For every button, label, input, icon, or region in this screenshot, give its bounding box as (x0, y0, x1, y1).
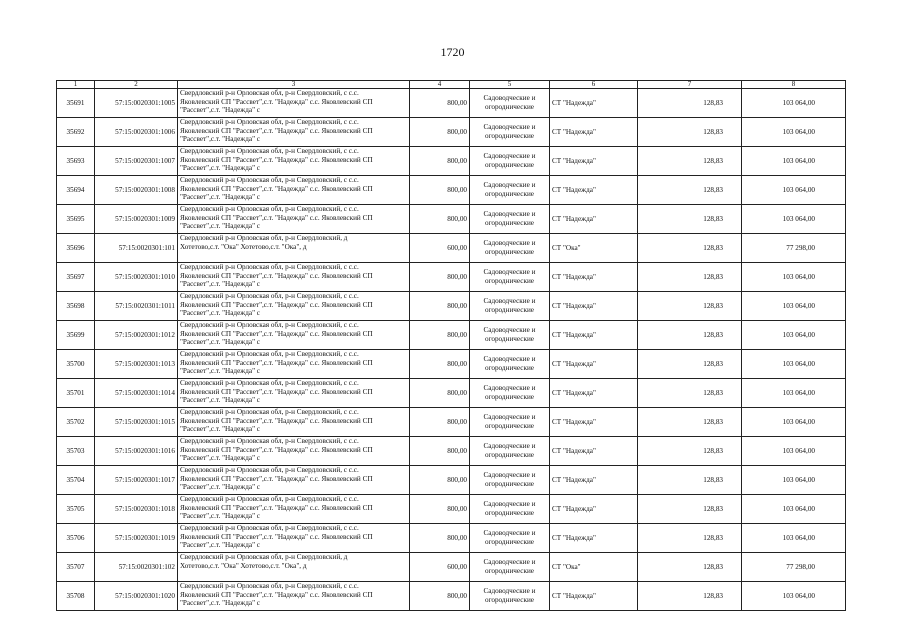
land-use-cell: Садоводческие и огороднические (470, 350, 550, 379)
row-number-cell: 35692 (57, 118, 95, 147)
owner-cell: СТ "Надежда" (550, 379, 638, 408)
row-number-cell: 35704 (57, 466, 95, 495)
cadastral-table (56, 80, 846, 611)
cadastral-value-cell: 103 064,00 (742, 408, 846, 437)
rate-cell: 128,83 (638, 437, 742, 466)
address-line: "Рассвет",с.т. "Надежда" с (180, 541, 260, 550)
owner-cell: СТ "Надежда" (550, 524, 638, 553)
owner-cell: СТ "Надежда" (550, 582, 638, 611)
cadastral-value-cell: 77 298,00 (742, 553, 846, 582)
cadastral-number-cell: 57:15:0020301:1007 (95, 147, 178, 176)
cadastral-number-cell: 57:15:0020301:1005 (95, 89, 178, 118)
area-cell: 800,00 (410, 495, 470, 524)
cadastral-value-cell: 103 064,00 (742, 582, 846, 611)
row-number-cell: 35703 (57, 437, 95, 466)
column-header-7: 7 (638, 81, 742, 89)
table-row (57, 524, 846, 553)
land-use-cell: Садоводческие и огороднические (470, 234, 550, 263)
table-row (57, 553, 846, 582)
rate-cell: 128,83 (638, 205, 742, 234)
table-row (57, 89, 846, 118)
address-line: "Рассвет",с.т. "Надежда" с (180, 338, 260, 347)
cadastral-number-cell: 57:15:0020301:1017 (95, 466, 178, 495)
rate-cell: 128,83 (638, 292, 742, 321)
address-cell (178, 234, 410, 263)
table-row (57, 147, 846, 176)
address-cell (178, 321, 410, 350)
row-number-cell: 35708 (57, 582, 95, 611)
area-cell: 800,00 (410, 205, 470, 234)
address-cell (178, 495, 410, 524)
rate-cell: 128,83 (638, 466, 742, 495)
address-line: "Рассвет",с.т. "Надежда" с (180, 425, 260, 434)
table-row (57, 466, 846, 495)
address-line: Свердловский р-н Орловская обл, р-н Свердловский, с с.с. (180, 263, 359, 271)
area-cell: 800,00 (410, 118, 470, 147)
area-cell: 600,00 (410, 553, 470, 582)
owner-cell: СТ "Надежда" (550, 89, 638, 118)
rate-cell: 128,83 (638, 321, 742, 350)
cadastral-value-cell: 103 064,00 (742, 89, 846, 118)
row-number-cell: 35699 (57, 321, 95, 350)
address-line: Яковлевский СП "Рассвет",с.т. "Надежда" с.с. Яковлевский СП (180, 155, 373, 164)
address-cell (178, 350, 410, 379)
cadastral-number-cell: 57:15:0020301:1013 (95, 350, 178, 379)
rate-cell: 128,83 (638, 553, 742, 582)
column-header-8: 8 (742, 81, 846, 89)
address-line: "Рассвет",с.т. "Надежда" с (180, 483, 260, 492)
table-row (57, 379, 846, 408)
land-use-cell: Садоводческие и огороднические (470, 582, 550, 611)
column-header-4: 4 (410, 81, 470, 89)
row-number-cell: 35702 (57, 408, 95, 437)
land-use-cell: Садоводческие и огороднические (470, 205, 550, 234)
rate-cell: 128,83 (638, 495, 742, 524)
rate-cell: 128,83 (638, 176, 742, 205)
land-use-cell: Садоводческие и огороднические (470, 321, 550, 350)
cadastral-value-cell: 103 064,00 (742, 350, 846, 379)
owner-cell: СТ "Надежда" (550, 350, 638, 379)
cadastral-value-cell: 103 064,00 (742, 321, 846, 350)
cadastral-number-cell: 57:15:0020301:1016 (95, 437, 178, 466)
address-line: Свердловский р-н Орловская обл, р-н Свердловский, с с.с. (180, 495, 359, 503)
area-cell: 800,00 (410, 292, 470, 321)
address-line: Хотетово,с.т. "Ока" Хотетово,с.т. "Ока", д (180, 242, 307, 251)
cadastral-number-cell: 57:15:0020301:101 (95, 234, 178, 263)
address-cell (178, 205, 410, 234)
address-line: Яковлевский СП "Рассвет",с.т. "Надежда" с.с. Яковлевский СП (180, 503, 373, 512)
address-line: Свердловский р-н Орловская обл, р-н Свердловский, с с.с. (180, 176, 359, 184)
rate-cell: 128,83 (638, 582, 742, 611)
table-row (57, 408, 846, 437)
address-line: Яковлевский СП "Рассвет",с.т. "Надежда" с.с. Яковлевский СП (180, 271, 373, 280)
table-row (57, 118, 846, 147)
area-cell: 800,00 (410, 524, 470, 553)
address-line: Яковлевский СП "Рассвет",с.т. "Надежда" с.с. Яковлевский СП (180, 416, 373, 425)
address-cell (178, 292, 410, 321)
address-line: Свердловский р-н Орловская обл, р-н Свердловский, д (180, 553, 348, 561)
owner-cell: СТ "Надежда" (550, 176, 638, 205)
address-cell (178, 89, 410, 118)
owner-cell: СТ "Надежда" (550, 263, 638, 292)
row-number-cell: 35698 (57, 292, 95, 321)
land-use-cell: Садоводческие и огороднические (470, 408, 550, 437)
rate-cell: 128,83 (638, 379, 742, 408)
rate-cell: 128,83 (638, 408, 742, 437)
column-header-row (57, 81, 846, 89)
address-line: "Рассвет",с.т. "Надежда" с (180, 367, 260, 376)
address-line: "Рассвет",с.т. "Надежда" с (180, 309, 260, 318)
land-use-cell: Садоводческие и огороднические (470, 292, 550, 321)
row-number-cell: 35697 (57, 263, 95, 292)
cadastral-number-cell: 57:15:0020301:1014 (95, 379, 178, 408)
cadastral-value-cell: 103 064,00 (742, 495, 846, 524)
column-header-1: 1 (57, 81, 95, 89)
address-line: "Рассвет",с.т. "Надежда" с (180, 512, 260, 521)
table-row (57, 437, 846, 466)
owner-cell: СТ "Надежда" (550, 408, 638, 437)
address-line: Яковлевский СП "Рассвет",с.т. "Надежда" с.с. Яковлевский СП (180, 532, 373, 541)
land-use-cell: Садоводческие и огороднические (470, 89, 550, 118)
land-use-cell: Садоводческие и огороднические (470, 118, 550, 147)
rate-cell: 128,83 (638, 234, 742, 263)
cadastral-number-cell: 57:15:0020301:1015 (95, 408, 178, 437)
address-line: "Рассвет",с.т. "Надежда" с (180, 222, 260, 231)
land-use-cell: Садоводческие и огороднические (470, 263, 550, 292)
land-use-cell: Садоводческие и огороднические (470, 553, 550, 582)
row-number-cell: 35691 (57, 89, 95, 118)
owner-cell: СТ "Надежда" (550, 466, 638, 495)
address-cell (178, 582, 410, 611)
address-line: "Рассвет",с.т. "Надежда" с (180, 193, 260, 202)
rate-cell: 128,83 (638, 263, 742, 292)
address-line: "Рассвет",с.т. "Надежда" с (180, 135, 260, 144)
owner-cell: СТ "Надежда" (550, 437, 638, 466)
cadastral-value-cell: 103 064,00 (742, 379, 846, 408)
cadastral-number-cell: 57:15:0020301:1012 (95, 321, 178, 350)
row-number-cell: 35706 (57, 524, 95, 553)
row-number-cell: 35695 (57, 205, 95, 234)
address-line: Свердловский р-н Орловская обл, р-н Свердловский, с с.с. (180, 524, 359, 532)
owner-cell: СТ "Надежда" (550, 321, 638, 350)
address-line: Свердловский р-н Орловская обл, р-н Свердловский, с с.с. (180, 205, 359, 213)
cadastral-number-cell: 57:15:0020301:102 (95, 553, 178, 582)
address-line: "Рассвет",с.т. "Надежда" с (180, 280, 260, 289)
address-line: "Рассвет",с.т. "Надежда" с (180, 164, 260, 173)
owner-cell: СТ "Надежда" (550, 147, 638, 176)
cadastral-number-cell: 57:15:0020301:1019 (95, 524, 178, 553)
column-header-6: 6 (550, 81, 638, 89)
area-cell: 800,00 (410, 437, 470, 466)
address-line: Свердловский р-н Орловская обл, р-н Свердловский, с с.с. (180, 437, 359, 445)
address-cell (178, 524, 410, 553)
address-cell (178, 263, 410, 292)
table-row (57, 350, 846, 379)
address-line: Яковлевский СП "Рассвет",с.т. "Надежда" с.с. Яковлевский СП (180, 184, 373, 193)
land-use-cell: Садоводческие и огороднические (470, 379, 550, 408)
rate-cell: 128,83 (638, 118, 742, 147)
area-cell: 800,00 (410, 466, 470, 495)
area-cell: 800,00 (410, 408, 470, 437)
owner-cell: СТ "Надежда" (550, 495, 638, 524)
land-use-cell: Садоводческие и огороднические (470, 437, 550, 466)
area-cell: 800,00 (410, 89, 470, 118)
area-cell: 800,00 (410, 350, 470, 379)
cadastral-value-cell: 103 064,00 (742, 437, 846, 466)
row-number-cell: 35693 (57, 147, 95, 176)
cadastral-number-cell: 57:15:0020301:1011 (95, 292, 178, 321)
owner-cell: СТ "Надежда" (550, 292, 638, 321)
cadastral-value-cell: 77 298,00 (742, 234, 846, 263)
column-header-5: 5 (470, 81, 550, 89)
row-number-cell: 35701 (57, 379, 95, 408)
area-cell: 800,00 (410, 147, 470, 176)
table-row (57, 495, 846, 524)
address-line: Хотетово,с.т. "Ока" Хотетово,с.т. "Ока", д (180, 561, 307, 570)
address-line: Свердловский р-н Орловская обл, р-н Свердловский, с с.с. (180, 379, 359, 387)
cadastral-number-cell: 57:15:0020301:1010 (95, 263, 178, 292)
table-row (57, 292, 846, 321)
address-line: Яковлевский СП "Рассвет",с.т. "Надежда" с.с. Яковлевский СП (180, 358, 373, 367)
address-cell (178, 147, 410, 176)
address-line: "Рассвет",с.т. "Надежда" с (180, 599, 260, 608)
owner-cell: СТ "Ока" (550, 553, 638, 582)
address-cell (178, 379, 410, 408)
address-line: "Рассвет",с.т. "Надежда" с (180, 454, 260, 463)
address-cell (178, 437, 410, 466)
address-line: Яковлевский СП "Рассвет",с.т. "Надежда" с.с. Яковлевский СП (180, 387, 373, 396)
land-use-cell: Садоводческие и огороднические (470, 495, 550, 524)
table-body (57, 89, 846, 611)
land-use-cell: Садоводческие и огороднические (470, 176, 550, 205)
cadastral-number-cell: 57:15:0020301:1008 (95, 176, 178, 205)
area-cell: 800,00 (410, 263, 470, 292)
address-cell (178, 408, 410, 437)
address-line: Яковлевский СП "Рассвет",с.т. "Надежда" с.с. Яковлевский СП (180, 329, 373, 338)
page-number: 1720 (440, 45, 465, 59)
address-cell (178, 466, 410, 495)
area-cell: 800,00 (410, 379, 470, 408)
table-row (57, 582, 846, 611)
address-line: Свердловский р-н Орловская обл, р-н Свердловский, с с.с. (180, 89, 359, 97)
address-line: Яковлевский СП "Рассвет",с.т. "Надежда" с.с. Яковлевский СП (180, 474, 373, 483)
address-line: Свердловский р-н Орловская обл, р-н Свердловский, с с.с. (180, 321, 359, 329)
column-header-3: 3 (178, 81, 410, 89)
cadastral-value-cell: 103 064,00 (742, 263, 846, 292)
address-line: "Рассвет",с.т. "Надежда" с (180, 106, 260, 115)
address-line: Свердловский р-н Орловская обл, р-н Свердловский, с с.с. (180, 408, 359, 416)
owner-cell: СТ "Надежда" (550, 118, 638, 147)
table-row (57, 176, 846, 205)
address-line: Яковлевский СП "Рассвет",с.т. "Надежда" с.с. Яковлевский СП (180, 213, 373, 222)
address-line: Свердловский р-н Орловская обл, р-н Свердловский, д (180, 234, 348, 242)
row-number-cell: 35705 (57, 495, 95, 524)
table-row (57, 263, 846, 292)
address-line: Свердловский р-н Орловская обл, р-н Свердловский, с с.с. (180, 118, 359, 126)
address-cell (178, 176, 410, 205)
address-line: Яковлевский СП "Рассвет",с.т. "Надежда" с.с. Яковлевский СП (180, 445, 373, 454)
cadastral-value-cell: 103 064,00 (742, 292, 846, 321)
cadastral-value-cell: 103 064,00 (742, 524, 846, 553)
owner-cell: СТ "Ока" (550, 234, 638, 263)
table-row (57, 321, 846, 350)
rate-cell: 128,83 (638, 147, 742, 176)
address-line: Свердловский р-н Орловская обл, р-н Свердловский, с с.с. (180, 582, 359, 590)
cadastral-number-cell: 57:15:0020301:1006 (95, 118, 178, 147)
row-number-cell: 35696 (57, 234, 95, 263)
address-line: Яковлевский СП "Рассвет",с.т. "Надежда" с.с. Яковлевский СП (180, 300, 373, 309)
address-line: Свердловский р-н Орловская обл, р-н Свердловский, с с.с. (180, 147, 359, 155)
address-cell (178, 553, 410, 582)
rate-cell: 128,83 (638, 89, 742, 118)
rate-cell: 128,83 (638, 524, 742, 553)
cadastral-value-cell: 103 064,00 (742, 118, 846, 147)
address-line: Свердловский р-н Орловская обл, р-н Свердловский, с с.с. (180, 466, 359, 474)
address-line: Свердловский р-н Орловская обл, р-н Свердловский, с с.с. (180, 292, 359, 300)
cadastral-number-cell: 57:15:0020301:1009 (95, 205, 178, 234)
address-line: Свердловский р-н Орловская обл, р-н Свердловский, с с.с. (180, 350, 359, 358)
table-row (57, 205, 846, 234)
land-use-cell: Садоводческие и огороднические (470, 147, 550, 176)
cadastral-number-cell: 57:15:0020301:1020 (95, 582, 178, 611)
address-line: Яковлевский СП "Рассвет",с.т. "Надежда" с.с. Яковлевский СП (180, 97, 373, 106)
cadastral-value-cell: 103 064,00 (742, 147, 846, 176)
owner-cell: СТ "Надежда" (550, 205, 638, 234)
address-cell (178, 118, 410, 147)
address-line: "Рассвет",с.т. "Надежда" с (180, 396, 260, 405)
table-row (57, 234, 846, 263)
area-cell: 600,00 (410, 234, 470, 263)
column-header-2: 2 (95, 81, 178, 89)
area-cell: 800,00 (410, 321, 470, 350)
area-cell: 800,00 (410, 176, 470, 205)
address-line: Яковлевский СП "Рассвет",с.т. "Надежда" с.с. Яковлевский СП (180, 590, 373, 599)
area-cell: 800,00 (410, 582, 470, 611)
cadastral-value-cell: 103 064,00 (742, 205, 846, 234)
row-number-cell: 35707 (57, 553, 95, 582)
address-line: Яковлевский СП "Рассвет",с.т. "Надежда" с.с. Яковлевский СП (180, 126, 373, 135)
cadastral-value-cell: 103 064,00 (742, 466, 846, 495)
land-use-cell: Садоводческие и огороднические (470, 466, 550, 495)
row-number-cell: 35700 (57, 350, 95, 379)
row-number-cell: 35694 (57, 176, 95, 205)
cadastral-number-cell: 57:15:0020301:1018 (95, 495, 178, 524)
cadastral-value-cell: 103 064,00 (742, 176, 846, 205)
rate-cell: 128,83 (638, 350, 742, 379)
land-use-cell: Садоводческие и огороднические (470, 524, 550, 553)
